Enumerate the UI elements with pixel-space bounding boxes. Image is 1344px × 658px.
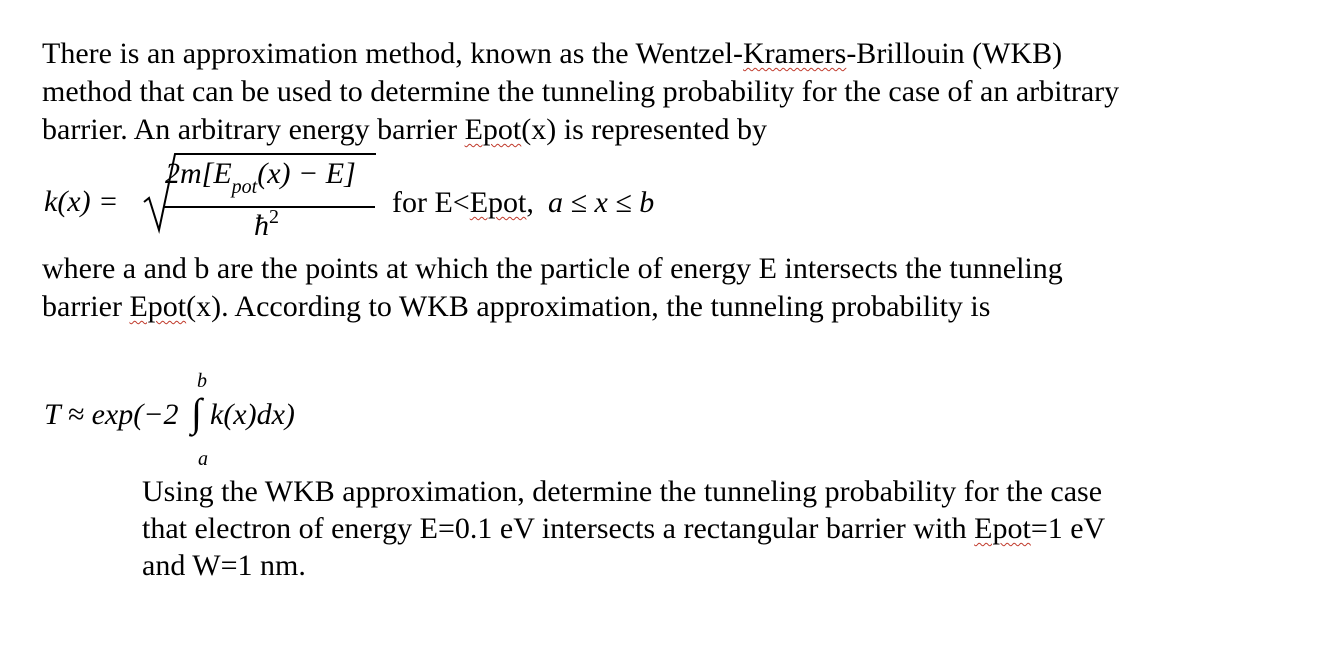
equation-range: a ≤ x ≤ b xyxy=(548,186,655,219)
paragraph1-line2: method that can be used to determine the tunneling probability for the case of an arbitrary xyxy=(42,75,1120,108)
text-segment: There is an approximation method, known as the Wentzel- xyxy=(42,37,744,70)
text-segment: (x). According to WKB approximation, the tunneling probability is xyxy=(186,290,991,323)
equation-lhs: k(x) = xyxy=(44,185,119,218)
num-subscript: pot xyxy=(231,176,258,198)
spellcheck-word: Epot xyxy=(129,290,187,323)
paragraph2-line2 xyxy=(42,290,990,324)
integral-upper-limit: b xyxy=(197,370,207,392)
fraction-numerator xyxy=(165,157,356,198)
paragraph3-line3: and W=1 nm. xyxy=(142,549,306,582)
equation-T-rhs: k(x)dx) xyxy=(210,398,295,431)
paragraph3-line2 xyxy=(142,512,1105,546)
integral-lower-limit: a xyxy=(198,448,208,470)
equation-T-lhs xyxy=(44,398,178,432)
paragraph1-line1 xyxy=(42,37,1062,71)
spellcheck-word: Kramers xyxy=(743,37,847,70)
T-symbol: T ≈ exp(−2 xyxy=(44,398,179,431)
num-part: (x) − E] xyxy=(257,157,356,190)
num-part: 2m[E xyxy=(165,157,232,190)
spellcheck-word: Epot xyxy=(469,186,527,219)
spellcheck-word: Epot xyxy=(974,512,1031,545)
equation-condition xyxy=(392,186,534,220)
paragraph2-line1: where a and b are the points at which the particle of energy E intersects the tunneling xyxy=(42,252,1063,285)
cond-text: , xyxy=(526,186,534,219)
den-superscript: 2 xyxy=(269,206,279,228)
text-segment: -Brillouin (WKB) xyxy=(846,37,1063,70)
spellcheck-word: Epot xyxy=(464,113,522,146)
text-segment: (x) is represented by xyxy=(521,113,767,146)
text-segment: that electron of energy E=0.1 eV intersects a rectangular barrier with xyxy=(142,512,975,545)
paragraph3-line1: Using the WKB approximation, determine the tunneling probability for the case xyxy=(142,475,1103,508)
paragraph1-line3 xyxy=(42,113,767,147)
integral-sign: ∫ xyxy=(191,390,202,435)
hbar: ħ xyxy=(254,209,269,242)
fraction-denominator xyxy=(254,206,279,243)
sqrt-overbar xyxy=(182,153,376,155)
cond-text: for E< xyxy=(392,186,470,219)
text-segment: =1 eV xyxy=(1030,512,1106,545)
text-segment: barrier. An arbitrary energy barrier xyxy=(42,113,465,146)
text-segment: barrier xyxy=(42,290,130,323)
